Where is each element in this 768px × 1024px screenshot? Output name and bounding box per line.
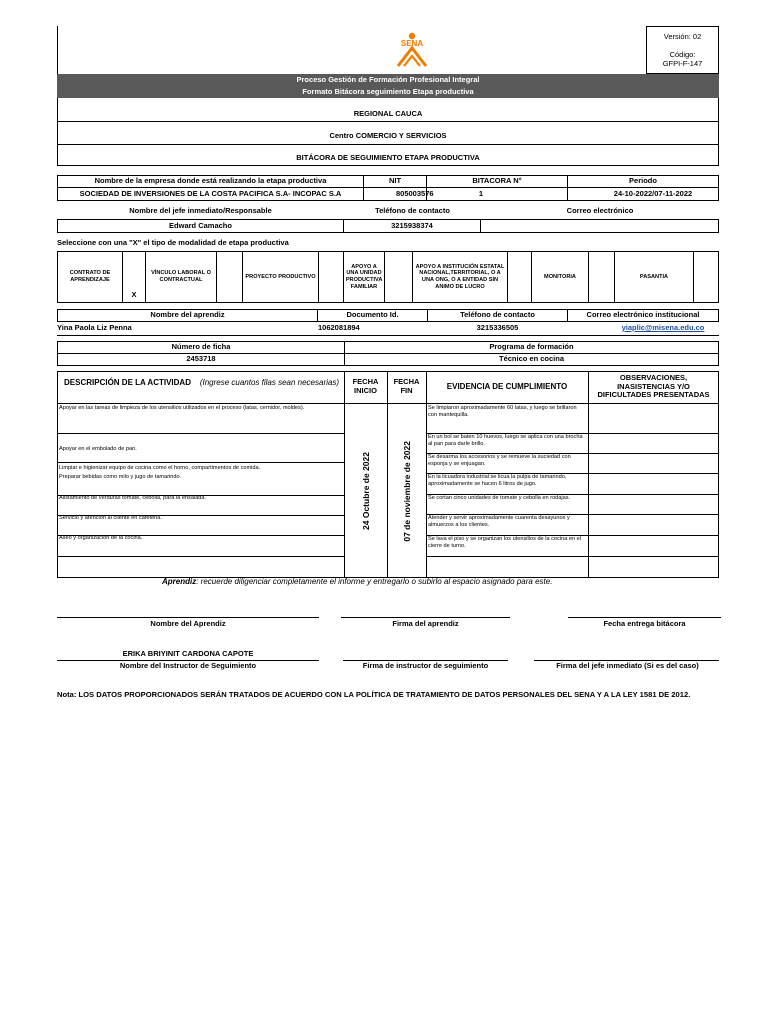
aprendiz-email-value[interactable] (567, 321, 719, 335)
activity-desc-3: Limpiar e higienizar equipo de cocina como el horno, compartimentos de comida. (57, 462, 345, 475)
obs-cell-5 (588, 494, 719, 515)
aprendiz-tel-label: Teléfono de contacto (427, 309, 568, 322)
sena-logo (392, 30, 432, 70)
obs-header: OBSERVACIONES, INASISTENCIAS Y/O DIFICULTADES PRESENTADAS (588, 371, 719, 404)
modalidad-mark-familiar[interactable] (384, 251, 413, 303)
nit-value: 805003576 (363, 187, 427, 201)
obs-cell-1 (588, 404, 719, 434)
desc-header (57, 371, 345, 404)
modalidad-title: Seleccione con una "X" el tipo de modalidad de etapa productiva (57, 238, 289, 247)
evidence-4: En la licuadora industrial se licua la pulpa de tamarindo, aproximadamente se hacen 6 litros de jugo. (426, 473, 589, 495)
bitacora-value: 1 (426, 187, 568, 201)
nombre-aprendiz-label: Nombre del Aprendiz (150, 618, 226, 628)
fecha-inicio-cell (344, 404, 388, 578)
modalidad-option-vinculo: VÍNCULO LABORAL O CONTRACTUAL (145, 251, 217, 303)
instructor-name: ERIKA BRIYINIT CARDONA CAPOTE (122, 649, 254, 659)
evidence-6: Atender y servir aproximadamente cuarenta desayunos y almuerzos a los clientes. (426, 514, 589, 536)
sena-logo-text: SENA (400, 39, 424, 48)
aprendiz-name-value: Yina Paola Liz Penna (57, 322, 132, 332)
activity-desc-empty (57, 556, 345, 578)
modalidad-mark-proyecto[interactable] (318, 251, 344, 303)
fin-header: FECHA FIN (387, 371, 427, 404)
ficha-value: 2453718 (57, 353, 345, 366)
programa-label: Programa de formación (344, 341, 719, 354)
firma-jefe-label: Firma del jefe inmediato (Si es del caso) (556, 660, 699, 670)
fecha-inicio: 24 Octubre de 2022 (360, 452, 371, 530)
activity-desc-6: Servicio y atencion al cliente en cafeteria. (57, 515, 345, 536)
jefe-tel-label: Teléfono de contacto (375, 206, 450, 216)
fecha-entrega-label: Fecha entrega bitácora (603, 618, 686, 628)
divider (57, 144, 719, 145)
evidence-1: Se limpiaron aproximadamente 60 latas, y luego se brillaron con mantequilla. (426, 404, 589, 434)
aprendiz-tel-value: 3215336505 (476, 322, 519, 332)
modalidad-mark-institucion[interactable] (507, 251, 532, 303)
aprendiz-doc-value: 1062081894 (318, 322, 360, 332)
modalidad-option-contrato: CONTRATO DE APRENDIZAJE (57, 251, 123, 303)
bitacora-label: BITACORA N° (426, 175, 568, 188)
evidence-5: Se cortan cinco unidades de tomate y cebolla en rodajas. (426, 494, 589, 515)
nombre-instructor-label: Nombre del Instructor de Seguimiento (119, 660, 257, 670)
evidence-7: Se lava el piso y se organizan los utensilios de la cocina en el cierre de turno. (426, 535, 589, 557)
activity-desc-2: Apoyar en el embolado de pan. (57, 433, 345, 463)
fecha-fin-cell (387, 404, 427, 578)
modalidad-mark-monitoria[interactable] (588, 251, 615, 303)
code-value: GFPI-F-147 (662, 59, 703, 69)
evidence-2: En un bol se baten 10 huevos, luego se aplica con una brocha al pan para darle brillo. (426, 433, 589, 454)
divider (57, 335, 719, 336)
obs-cell-4 (588, 473, 719, 495)
modalidad-option-proyecto: PROYECTO PRODUCTIVO (242, 251, 319, 303)
activity-desc-7: Aseo y organización de la cocina. (57, 535, 345, 557)
sena-logo-icon (392, 30, 432, 70)
code-label: Código: (669, 50, 696, 60)
firma-instructor-label: Firma de instructor de seguimiento (362, 660, 489, 670)
evidence-empty (426, 556, 589, 578)
evidencia-header: EVIDENCIA DE CUMPLIMIENTO (426, 371, 589, 404)
obs-cell-7 (588, 535, 719, 557)
regional: REGIONAL CAUCA (353, 108, 423, 118)
firma-aprendiz-label: Firma del aprendiz (392, 618, 459, 628)
obs-cell-2 (588, 433, 719, 454)
modalidad-option-familiar: APOYO A UNA UNIDAD PRODUCTIVA FAMILIAR (343, 251, 385, 303)
aprendiz-email-link[interactable]: yiaplic@misena.edu.co (621, 322, 705, 332)
aprendiz-doc-label: Documento Id. (317, 309, 428, 322)
bitacora-title: BITÁCORA DE SEGUIMIENTO ETAPA PRODUCTIVA (296, 152, 480, 162)
process-title: Proceso Gestión de Formación Profesional Integral (57, 74, 719, 86)
empresa-value: SOCIEDAD DE INVERSIONES DE LA COSTA PACIFICA S.A- INCOPAC S.A (57, 187, 364, 201)
modalidad-option-monitoria: MONITORIA (531, 251, 589, 303)
jefe-email-label: Correo electrónico (566, 206, 634, 216)
aprendiz-name-label: Nombre del aprendiz (57, 309, 318, 322)
modalidad-mark-pasantia[interactable] (693, 251, 719, 303)
ficha-label: Número de ficha (57, 341, 345, 354)
periodo-label: Periodo (567, 175, 719, 188)
activity-desc-1: Apoyar en las tareas de limpieza de los utensilios utilizados en el proceso (latas, cernidor, moldes). (57, 404, 345, 434)
fecha-fin: 07 de noviembre de 2022 (401, 440, 412, 542)
programa-value: Técnico en cocina (344, 353, 719, 366)
jefe-email-value (480, 219, 719, 233)
inicio-header: FECHA INICIO (344, 371, 388, 404)
activity-desc-4: Preparar bebidas como milo y jugo de tamarindo. (57, 474, 345, 496)
version-label: Versión: 02 (663, 31, 702, 41)
desc-header-title: DESCRIPCIÓN DE LA ACTIVIDAD (64, 378, 191, 387)
reminder-text: : recuerde diligenciar completamente el informe y entregarlo o subirlo al espacio asignado para este. (196, 577, 553, 586)
divider (57, 121, 719, 122)
obs-cell-3 (588, 453, 719, 474)
modalidad-mark-contrato[interactable]: X (122, 251, 146, 303)
jefe-label: Nombre del jefe inmediato/Responsable (129, 206, 272, 216)
evidence-3: Se desarma los accesorios y se remueve la suciedad con esponja y se enjuagan. (426, 453, 589, 474)
format-title: Formato Bitácora seguimiento Etapa productiva (57, 86, 719, 98)
jefe-tel-value: 3215938374 (343, 219, 481, 233)
aprendiz-email-label: Correo electrónico institucional (567, 309, 719, 322)
empresa-label: Nombre de la empresa donde está realizando la etapa productiva (57, 175, 364, 188)
version-box (646, 26, 719, 74)
obs-cell-6 (588, 514, 719, 536)
reminder-bold: Aprendiz (162, 577, 197, 586)
header-left-border (57, 26, 58, 74)
modalidad-mark-vinculo[interactable] (216, 251, 243, 303)
desc-header-note: (Ingrese cuantos filas sean necesarias) (199, 378, 339, 387)
reminder (162, 577, 722, 589)
modalidad-option-pasantia: PASANTIA (614, 251, 694, 303)
modalidad-option-institucion: APOYO A INSTITUCIÓN ESTATAL NACIONAL,TERRITORIAL, O A UNA ONG, O A ENTIDAD SIN ANIMO DE LUCRO (412, 251, 508, 303)
centro: Centro COMERCIO Y SERVICIOS (329, 130, 447, 140)
activity-desc-5: Alistamiento de verduras tomate, cebolla, para la ensalada. (57, 495, 345, 516)
jefe-value: Edward Camacho (57, 219, 344, 233)
nit-label: NIT (363, 175, 427, 188)
privacy-note: Nota: LOS DATOS PROPORCIONADOS SERÁN TRATADOS DE ACUERDO CON LA POLÍTICA DE TRATAMIENTO DE DATOS PERSONALES DEL SENA Y A LA LEY 1581 DE 2012. (57, 690, 691, 699)
periodo-value: 24-10-2022/07-11-2022 (567, 187, 719, 201)
